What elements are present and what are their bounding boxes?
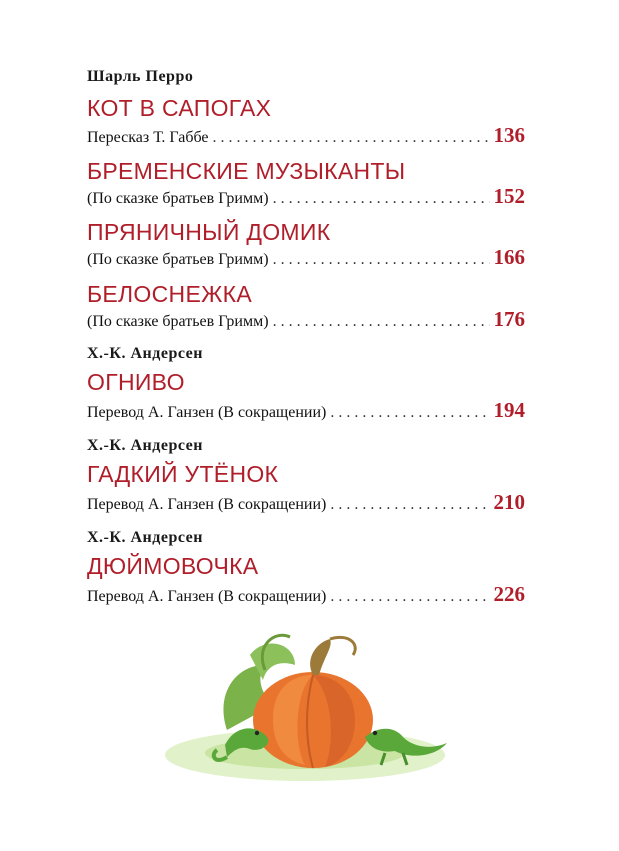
- story-title[interactable]: ГАДКИЙ УТЁНОК: [87, 461, 279, 487]
- entry-subtitle: Перевод А. Ганзен (В сокращении): [87, 404, 327, 421]
- page-number: 210: [493, 490, 525, 514]
- entry-subtitle: (По сказке братьев Гримм): [87, 313, 269, 330]
- toc-entry[interactable]: [87, 123, 525, 145]
- page-number: 136: [493, 123, 525, 147]
- leader-dots: [213, 129, 490, 147]
- pumpkin-lizards-illustration: [155, 625, 455, 815]
- leader-dots: [330, 496, 489, 514]
- story-title[interactable]: БРЕМЕНСКИЕ МУЗЫКАНТЫ: [87, 158, 406, 184]
- entry-subtitle: (По сказке братьев Гримм): [87, 251, 269, 268]
- page-number: 194: [493, 398, 525, 422]
- page-number: 176: [493, 307, 525, 331]
- author-name: Шарль Перро: [87, 68, 194, 85]
- leader-dots: [330, 404, 489, 422]
- toc-entry[interactable]: [87, 307, 525, 329]
- toc-entry[interactable]: [87, 398, 525, 420]
- page-number: 166: [493, 245, 525, 269]
- pumpkin-icon: [155, 625, 455, 815]
- story-title[interactable]: ДЮЙМОВОЧКА: [87, 553, 259, 579]
- story-title[interactable]: БЕЛОСНЕЖКА: [87, 281, 252, 307]
- leader-dots: [273, 251, 490, 269]
- toc-entry[interactable]: [87, 245, 525, 267]
- toc-entry[interactable]: [87, 490, 525, 512]
- page-number: 226: [493, 582, 525, 606]
- leader-dots: [273, 190, 490, 208]
- story-title[interactable]: КОТ В САПОГАХ: [87, 95, 272, 121]
- leader-dots: [273, 313, 490, 331]
- story-title[interactable]: ПРЯНИЧНЫЙ ДОМИК: [87, 219, 331, 245]
- story-title[interactable]: ОГНИВО: [87, 369, 185, 395]
- author-name: Х.-К. Андерсен: [87, 437, 203, 454]
- author-name: Х.-К. Андерсен: [87, 529, 203, 546]
- page-number: 152: [493, 184, 525, 208]
- entry-subtitle: Перевод А. Ганзен (В сокращении): [87, 496, 327, 513]
- toc-entry[interactable]: [87, 184, 525, 206]
- entry-subtitle: (По сказке братьев Гримм): [87, 190, 269, 207]
- entry-subtitle: Перевод А. Ганзен (В сокращении): [87, 588, 327, 605]
- toc-entry[interactable]: [87, 582, 525, 604]
- entry-subtitle: Пересказ Т. Габбе: [87, 129, 209, 146]
- author-name: Х.-К. Андерсен: [87, 345, 203, 362]
- leader-dots: [330, 588, 489, 606]
